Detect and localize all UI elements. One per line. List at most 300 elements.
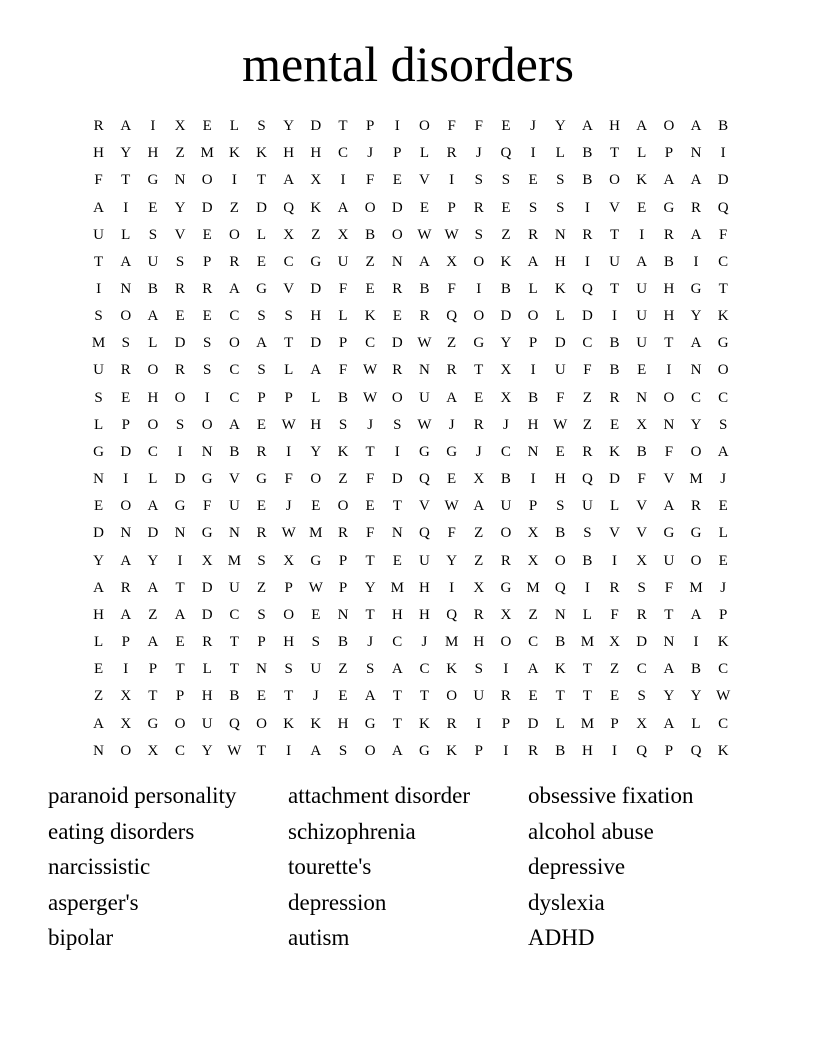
grid-letter: D — [256, 199, 267, 216]
grid-letter: K — [256, 145, 267, 162]
grid-letter: C — [718, 715, 729, 732]
grid-letter: Y — [283, 118, 295, 135]
grid-letter: T — [121, 172, 131, 189]
grid-letter: A — [663, 661, 675, 678]
grid-letter: T — [474, 362, 484, 379]
grid-letter: K — [717, 634, 729, 651]
grid-letter: S — [203, 362, 212, 379]
grid-letter: W — [363, 362, 378, 379]
grid-letter: L — [637, 145, 647, 162]
grid-letter: T — [148, 688, 158, 705]
grid-letter: X — [283, 226, 295, 243]
grid-letter: R — [636, 606, 647, 623]
grid-letter: C — [229, 606, 240, 623]
grid-letter: G — [663, 525, 675, 542]
grid-letter: A — [581, 118, 593, 135]
grid-letter: L — [555, 145, 565, 162]
grid-letter: S — [556, 172, 565, 189]
grid-letter: G — [147, 715, 159, 732]
grid-letter: Y — [310, 443, 322, 460]
grid-letter: G — [419, 742, 430, 759]
grid-letter: X — [174, 118, 186, 135]
grid-letter: D — [310, 335, 322, 352]
grid-letter: V — [419, 172, 430, 189]
grid-letter: A — [663, 715, 675, 732]
grid-letter: L — [582, 606, 592, 623]
grid-letter: H — [310, 145, 322, 162]
grid-letter: K — [364, 308, 376, 325]
grid-letter: I — [584, 253, 590, 270]
grid-letter: E — [609, 688, 620, 705]
grid-letter: W — [308, 579, 323, 596]
grid-letter: I — [449, 579, 455, 596]
grid-letter: X — [527, 552, 539, 569]
grid-letter: N — [391, 525, 403, 542]
grid-letter: C — [147, 443, 158, 460]
grid-letter: W — [417, 416, 432, 433]
grid-row — [85, 385, 737, 412]
grid-letter: E — [311, 606, 321, 623]
grid-letter: Y — [446, 552, 458, 569]
grid-letter: T — [175, 579, 185, 596]
grid-letter: G — [310, 253, 322, 270]
grid-letter: N — [120, 525, 132, 542]
grid-letter: I — [340, 172, 346, 189]
grid-letter: U — [419, 389, 430, 406]
grid-letter: N — [256, 661, 267, 678]
grid-letter: K — [283, 715, 295, 732]
grid-letter: S — [257, 552, 266, 569]
grid-letter: B — [419, 281, 430, 298]
grid-letter: B — [609, 335, 620, 352]
grid-letter: R — [392, 281, 403, 298]
grid-letter: O — [228, 226, 240, 243]
grid-letter: S — [284, 308, 293, 325]
grid-letter: I — [584, 199, 590, 216]
grid-letter: L — [229, 118, 239, 135]
grid-letter: S — [175, 416, 185, 433]
grid-letter: M — [689, 579, 703, 596]
grid-letter: I — [286, 742, 292, 759]
grid-letter: D — [500, 308, 512, 325]
grid-letter: E — [474, 389, 484, 406]
grid-letter: D — [201, 606, 213, 623]
grid-letter: I — [204, 389, 210, 406]
grid-letter: O — [120, 498, 132, 515]
grid-letter: E — [175, 308, 185, 325]
grid-letter: G — [201, 471, 213, 488]
grid-letter: O — [500, 634, 512, 651]
grid-letter: U — [473, 688, 485, 705]
grid-letter: G — [663, 199, 675, 216]
grid-letter: E — [637, 362, 647, 379]
grid-letter: S — [556, 199, 565, 216]
grid-letter: U — [337, 253, 349, 270]
grid-letter: O — [228, 335, 240, 352]
grid-letter: T — [365, 552, 375, 569]
grid-letter: J — [285, 498, 292, 515]
grid-letter: T — [284, 335, 294, 352]
grid-letter: H — [419, 606, 430, 623]
grid-letter: A — [120, 118, 132, 135]
grid-letter: P — [121, 416, 130, 433]
grid-letter: L — [202, 661, 212, 678]
grid-letter: K — [636, 172, 648, 189]
grid-letter: C — [337, 145, 348, 162]
grid-letter: Y — [147, 552, 159, 569]
word-list-item: asperger's — [48, 889, 139, 915]
grid-letter: I — [123, 199, 129, 216]
grid-letter: O — [174, 389, 186, 406]
grid-letter: Y — [500, 335, 512, 352]
grid-letter: Z — [609, 661, 620, 678]
grid-letter: R — [663, 226, 674, 243]
grid-letter: D — [201, 199, 213, 216]
grid-letter: U — [228, 579, 240, 596]
grid-letter: Z — [447, 335, 457, 352]
grid-letter: H — [310, 416, 322, 433]
grid-letter: T — [365, 606, 375, 623]
grid-letter: H — [283, 145, 295, 162]
grid-letter: S — [94, 389, 103, 406]
grid-letter: R — [202, 634, 213, 651]
grid-letter: G — [419, 443, 430, 460]
grid-letter: Z — [148, 606, 158, 623]
grid-letter: N — [690, 362, 702, 379]
grid-letter: C — [229, 362, 240, 379]
word-list-item: schizophrenia — [288, 818, 416, 844]
grid-letter: E — [501, 118, 511, 135]
grid-letter: G — [201, 525, 213, 542]
grid-letter: T — [664, 335, 674, 352]
grid-letter: H — [663, 308, 675, 325]
grid-letter: F — [365, 471, 375, 488]
grid-letter: A — [337, 199, 349, 216]
word-list-item: depression — [288, 889, 387, 915]
grid-letter: S — [175, 253, 185, 270]
word-list-item: alcohol abuse — [528, 818, 654, 844]
grid-letter: T — [229, 634, 239, 651]
grid-letter: A — [93, 199, 104, 216]
grid-letter: L — [256, 226, 267, 243]
grid-letter: K — [554, 661, 566, 678]
grid-letter: P — [338, 579, 348, 596]
grid-letter: D — [609, 471, 620, 488]
grid-letter: E — [121, 389, 131, 406]
grid-letter: U — [93, 362, 104, 379]
grid-letter: D — [717, 172, 729, 189]
grid-letter: T — [284, 688, 294, 705]
grid-letter: R — [582, 226, 593, 243]
grid-letter: J — [448, 416, 455, 433]
grid-letter: M — [91, 335, 106, 352]
grid-letter: O — [717, 362, 729, 379]
grid-letter: R — [392, 362, 403, 379]
grid-letter: U — [636, 281, 648, 298]
grid-letter: V — [609, 199, 620, 216]
grid-letter: D — [310, 281, 322, 298]
grid-letter: L — [93, 416, 104, 433]
grid-row — [85, 738, 737, 765]
grid-letter: D — [581, 308, 593, 325]
grid-letter: G — [500, 579, 512, 596]
puzzle-title: mental disorders — [242, 36, 574, 92]
grid-letter: O — [446, 688, 458, 705]
grid-letter: S — [474, 661, 483, 678]
grid-letter: O — [174, 715, 186, 732]
grid-letter: H — [337, 715, 349, 732]
grid-row — [85, 629, 737, 656]
grid-letter: E — [528, 172, 538, 189]
grid-letter: E — [718, 498, 728, 515]
grid-letter: A — [364, 688, 376, 705]
grid-letter: N — [636, 389, 648, 406]
grid-letter: A — [636, 253, 648, 270]
grid-letter: E — [718, 552, 728, 569]
grid-letter: T — [392, 715, 402, 732]
grid-row — [85, 249, 737, 276]
grid-letter: E — [419, 199, 430, 216]
grid-letter: N — [554, 226, 566, 243]
grid-letter: Y — [93, 552, 104, 569]
grid-letter: V — [636, 498, 648, 515]
grid-letter: N — [690, 145, 702, 162]
grid-letter: Q — [690, 742, 702, 759]
grid-letter: E — [148, 199, 158, 216]
grid-row — [85, 167, 737, 194]
grid-letter: R — [256, 443, 267, 460]
grid-letter: O — [310, 471, 322, 488]
grid-letter: J — [503, 416, 509, 433]
grid-letter: I — [530, 471, 536, 488]
word-list-item: autism — [288, 925, 350, 951]
grid-letter: N — [93, 742, 104, 759]
grid-letter: S — [365, 661, 375, 678]
grid-letter: I — [693, 253, 699, 270]
grid-letter: S — [719, 416, 728, 433]
grid-letter: H — [581, 742, 593, 759]
grid-letter: O — [473, 308, 485, 325]
grid-letter: O — [527, 308, 539, 325]
grid-letter: I — [584, 579, 590, 596]
grid-letter: V — [174, 226, 186, 243]
grid-letter: E — [93, 498, 104, 515]
grid-letter: F — [637, 471, 646, 488]
grid-letter: C — [419, 661, 430, 678]
grid-letter: H — [147, 389, 159, 406]
grid-letter: S — [637, 688, 646, 705]
word-list-item: eating disorders — [48, 818, 195, 844]
grid-letter: B — [636, 443, 647, 460]
grid-letter: H — [93, 145, 104, 162]
grid-letter: E — [256, 688, 267, 705]
grid-letter: Y — [690, 308, 702, 325]
grid-letter: J — [367, 634, 374, 651]
grid-letter: Z — [501, 226, 511, 243]
grid-letter: F — [474, 118, 483, 135]
grid-letter: V — [228, 471, 240, 488]
grid-letter: H — [527, 416, 539, 433]
grid-letter: O — [147, 416, 159, 433]
grid-row — [85, 493, 737, 520]
grid-letter: H — [663, 281, 675, 298]
grid-letter: R — [120, 579, 131, 596]
grid-letter: Q — [717, 199, 729, 216]
grid-letter: U — [636, 308, 648, 325]
grid-letter: X — [500, 362, 512, 379]
grid-letter: E — [93, 661, 104, 678]
grid-letter: W — [281, 416, 296, 433]
grid-letter: S — [94, 308, 103, 325]
grid-letter: F — [447, 118, 456, 135]
grid-letter: D — [147, 525, 159, 542]
grid-letter: L — [555, 715, 565, 732]
grid-row — [85, 412, 737, 439]
grid-letter: R — [500, 552, 511, 569]
grid-letter: R — [337, 525, 348, 542]
grid-letter: E — [202, 226, 212, 243]
grid-letter: U — [500, 498, 512, 515]
grid-letter: W — [553, 416, 568, 433]
grid-letter: U — [419, 552, 430, 569]
grid-row — [85, 548, 737, 575]
grid-letter: Z — [582, 416, 592, 433]
grid-letter: L — [148, 335, 158, 352]
grid-letter: F — [365, 525, 375, 542]
grid-letter: I — [150, 118, 156, 135]
grid-letter: O — [391, 226, 403, 243]
grid-letter: O — [609, 172, 620, 189]
grid-letter: H — [310, 308, 322, 325]
grid-letter: S — [121, 335, 130, 352]
grid-letter: D — [391, 471, 403, 488]
grid-letter: X — [636, 715, 648, 732]
grid-letter: F — [447, 525, 456, 542]
grid-letter: I — [639, 226, 645, 243]
grid-letter: W — [281, 525, 296, 542]
grid-letter: N — [174, 525, 186, 542]
grid-letter: T — [175, 661, 185, 678]
grid-letter: T — [582, 661, 592, 678]
grid-letter: X — [337, 226, 349, 243]
grid-letter: T — [609, 226, 620, 243]
grid-letter: G — [174, 498, 186, 515]
grid-row — [85, 683, 737, 710]
grid-row — [85, 656, 737, 683]
grid-letter: P — [528, 335, 538, 352]
grid-letter: V — [283, 281, 295, 298]
grid-letter: E — [202, 118, 212, 135]
word-list-item: attachment disorder — [288, 783, 471, 808]
grid-row — [85, 575, 737, 602]
grid-letter: F — [203, 498, 212, 515]
grid-letter: V — [609, 525, 620, 542]
word-list-item: tourette's — [288, 854, 372, 880]
grid-letter: G — [717, 335, 729, 352]
grid-letter: P — [664, 145, 674, 162]
grid-letter: R — [609, 579, 620, 596]
grid-letter: F — [664, 443, 674, 460]
grid-letter: L — [311, 389, 321, 406]
grid-letter: I — [96, 281, 102, 298]
grid-letter: A — [690, 118, 702, 135]
grid-letter: F — [583, 362, 592, 379]
word-list-item: depressive — [528, 854, 626, 880]
grid-letter: Z — [229, 199, 239, 216]
grid-letter: S — [501, 172, 511, 189]
grid-letter: W — [417, 335, 432, 352]
grid-letter: Z — [474, 525, 484, 542]
grid-letter: H — [283, 634, 295, 651]
grid-letter: P — [284, 579, 293, 596]
grid-letter: K — [310, 715, 322, 732]
grid-letter: H — [554, 253, 566, 270]
grid-letter: I — [394, 443, 400, 460]
grid-letter: R — [500, 688, 511, 705]
grid-letter: E — [175, 634, 185, 651]
grid-letter: T — [365, 443, 375, 460]
grid-letter: O — [663, 118, 675, 135]
grid-letter: F — [556, 389, 565, 406]
grid-letter: R — [202, 281, 213, 298]
grid-letter: Q — [283, 199, 295, 216]
grid-letter: N — [554, 606, 566, 623]
grid-letter: H — [554, 471, 566, 488]
grid-letter: A — [228, 281, 240, 298]
grid-row — [85, 140, 737, 167]
grid-letter: E — [365, 281, 375, 298]
grid-letter: R — [582, 443, 593, 460]
grid-letter: V — [636, 525, 648, 542]
grid-letter: U — [93, 226, 104, 243]
grid-letter: Z — [365, 253, 375, 270]
grid-letter: U — [636, 335, 648, 352]
grid-row — [85, 330, 737, 357]
grid-letter: R — [120, 362, 131, 379]
grid-letter: N — [174, 172, 186, 189]
grid-letter: X — [473, 471, 485, 488]
grid-letter: C — [229, 308, 240, 325]
grid-row — [85, 439, 737, 466]
grid-letter: M — [309, 525, 323, 542]
grid-letter: Y — [690, 416, 702, 433]
grid-letter: Y — [174, 199, 186, 216]
grid-letter: E — [311, 498, 321, 515]
word-list-item: bipolar — [48, 925, 114, 951]
grid-letter: S — [257, 308, 266, 325]
grid-letter: B — [500, 471, 511, 488]
word-list-item: dyslexia — [528, 889, 605, 915]
grid-letter: X — [283, 552, 295, 569]
grid-letter: T — [256, 742, 267, 759]
word-list-item: paranoid personality — [48, 783, 237, 808]
grid-letter: E — [501, 199, 511, 216]
grid-letter: R — [528, 226, 539, 243]
grid-letter: Z — [338, 661, 348, 678]
grid-letter: O — [364, 742, 376, 759]
word-list — [48, 778, 768, 958]
grid-letter: C — [691, 389, 702, 406]
grid-row — [85, 194, 737, 221]
grid-letter: Y — [120, 145, 132, 162]
grid-letter: B — [528, 389, 539, 406]
grid-letter: S — [528, 199, 538, 216]
grid-letter: P — [528, 498, 538, 515]
grid-letter: B — [337, 634, 348, 651]
grid-letter: T — [609, 281, 620, 298]
grid-letter: U — [201, 715, 213, 732]
grid-letter: K — [419, 715, 430, 732]
